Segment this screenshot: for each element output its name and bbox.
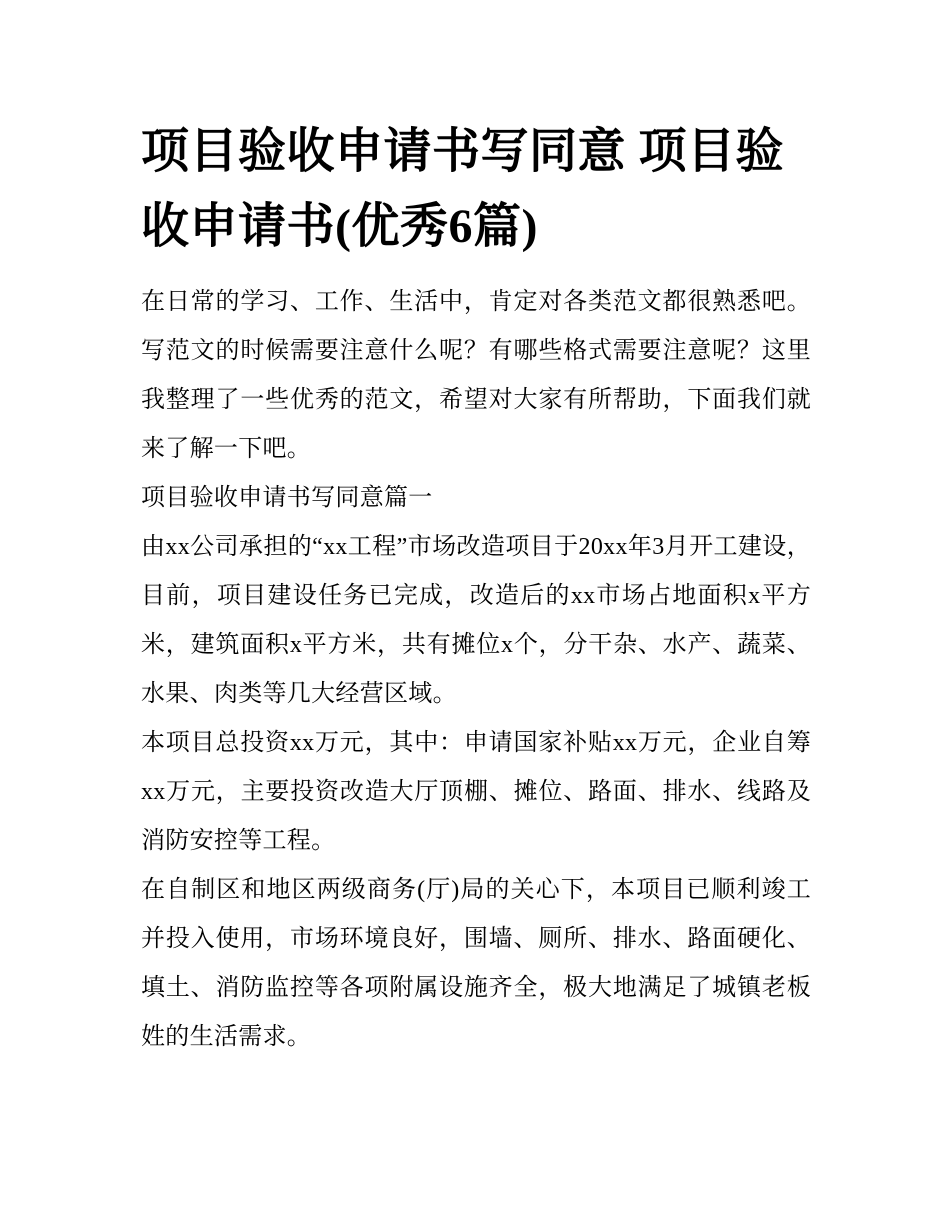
paragraph: 由xx公司承担的“xx工程”市场改造项目于20xx年3月开工建设，目前，项目建设任务已完成，改造后的xx市场占地面积x平方米，建筑面积x平方米，共有摊位x个，分干杂、水产、蔬菜、水果、肉类等几大经营区域。 [141,534,811,707]
paragraph: 在日常的学习、工作、生活中，肯定对各类范文都很熟悉吧。写范文的时候需要注意什么呢？有哪些格式需要注意呢？这里我整理了一些优秀的范文，希望对大家有所帮助，下面我们就来了解一下吧。 [141,289,811,462]
paragraph: 在自制区和地区两级商务(厅)局的关心下，本项目已顺利竣工并投入使用，市场环境良好，围墙、厕所、排水、路面硬化、填土、消防监控等各项附属设施齐全，极大地满足了城镇老板姓的生活需求。 [141,877,811,1050]
document-title: 项目验收申请书写同意 项目验收申请书(优秀6篇) [141,125,785,253]
document-body [141,278,811,1062]
paragraph: 项目验收申请书写同意篇一 [141,485,433,511]
paragraph: 本项目总投资xx万元，其中：申请国家补贴xx万元，企业自筹xx万元，主要投资改造大厅顶棚、摊位、路面、排水、线路及消防安控等工程。 [141,730,811,854]
document-content [141,0,811,1062]
